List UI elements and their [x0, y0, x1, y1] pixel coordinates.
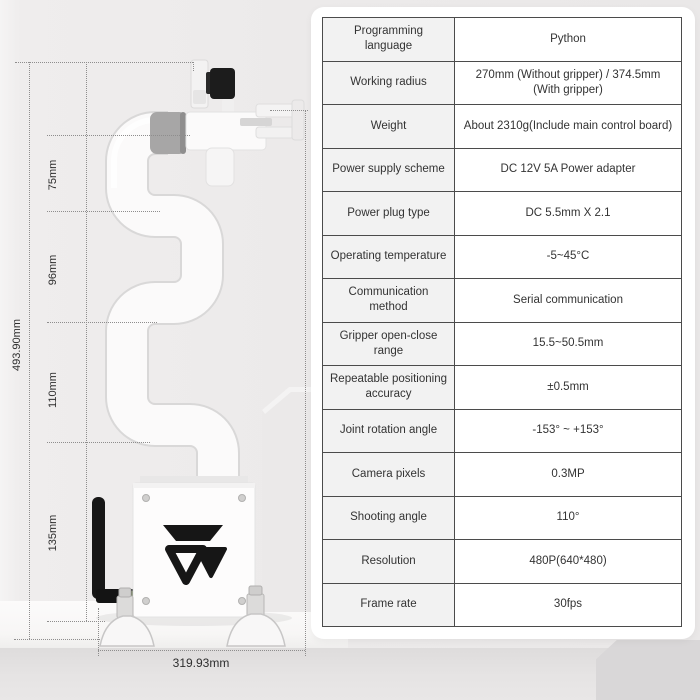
spec-value: ±0.5mm — [455, 366, 681, 409]
spec-value: -5~45°C — [455, 236, 681, 279]
spec-value: About 2310g(Include main control board) — [455, 105, 681, 148]
table-row — [323, 452, 681, 496]
table-row — [323, 365, 681, 409]
table-row — [323, 235, 681, 279]
table-row — [323, 539, 681, 583]
table-row — [323, 104, 681, 148]
spec-label: Communication method — [323, 279, 455, 322]
table-row — [323, 583, 681, 627]
dim-label-segment-2: 96mm — [47, 254, 59, 286]
wrist-joint-edge — [180, 112, 186, 154]
background-block — [596, 640, 700, 700]
table-row — [323, 409, 681, 453]
control-base — [133, 476, 255, 617]
table-row — [323, 496, 681, 540]
gripper-slot — [240, 118, 272, 126]
spec-value: DC 12V 5A Power adapter — [455, 149, 681, 192]
spec-label: Power supply scheme — [323, 149, 455, 192]
gripper-jaw-lower — [256, 127, 294, 138]
table-row — [323, 191, 681, 235]
dim-label-total-height: 493.90mm — [11, 319, 23, 371]
spec-card — [311, 7, 695, 639]
spec-value: -153° ~ +153° — [455, 410, 681, 453]
spec-value: DC 5.5mm X 2.1 — [455, 192, 681, 235]
camera-bracket-foot — [193, 90, 206, 104]
table-row — [323, 148, 681, 192]
spec-value: Python — [455, 18, 681, 61]
spec-label: Frame rate — [323, 584, 455, 627]
table-row — [323, 278, 681, 322]
spec-label: Repeatable positioning accuracy — [323, 366, 455, 409]
spec-value: 15.5~50.5mm — [455, 323, 681, 366]
spec-label: Working radius — [323, 62, 455, 105]
robot-arm — [114, 120, 218, 500]
gripper-body — [186, 112, 266, 150]
spec-label: Camera pixels — [323, 453, 455, 496]
spec-label: Programming language — [323, 18, 455, 61]
table-row — [323, 322, 681, 366]
spec-label: Weight — [323, 105, 455, 148]
spec-value: 270mm (Without gripper) / 374.5mm (With gripper) — [455, 62, 681, 105]
robot-arm-illustration — [0, 0, 340, 700]
spec-label: Joint rotation angle — [323, 410, 455, 453]
spec-value: 480P(640*480) — [455, 540, 681, 583]
spec-table — [322, 17, 682, 627]
table-row — [323, 18, 681, 61]
camera-module — [210, 68, 235, 99]
table-row — [323, 61, 681, 105]
spec-value: Serial communication — [455, 279, 681, 322]
dim-label-segment-1: 75mm — [47, 159, 59, 191]
spec-label: Operating temperature — [323, 236, 455, 279]
spec-label: Resolution — [323, 540, 455, 583]
dim-label-segment-4: 135mm — [47, 514, 59, 552]
gripper-assembly — [186, 60, 304, 186]
spec-value: 30fps — [455, 584, 681, 627]
spec-label: Power plug type — [323, 192, 455, 235]
dim-label-segment-3: 110mm — [47, 372, 59, 408]
gripper-jaw-tip — [292, 100, 304, 140]
spec-value: 0.3MP — [455, 453, 681, 496]
spec-value: 110° — [455, 497, 681, 540]
wifi-antenna-icon — [92, 497, 136, 603]
gripper-tab — [206, 148, 234, 186]
spec-label: Shooting angle — [323, 497, 455, 540]
dim-label-base-width: 319.93mm — [172, 656, 230, 670]
spec-label: Gripper open-close range — [323, 323, 455, 366]
